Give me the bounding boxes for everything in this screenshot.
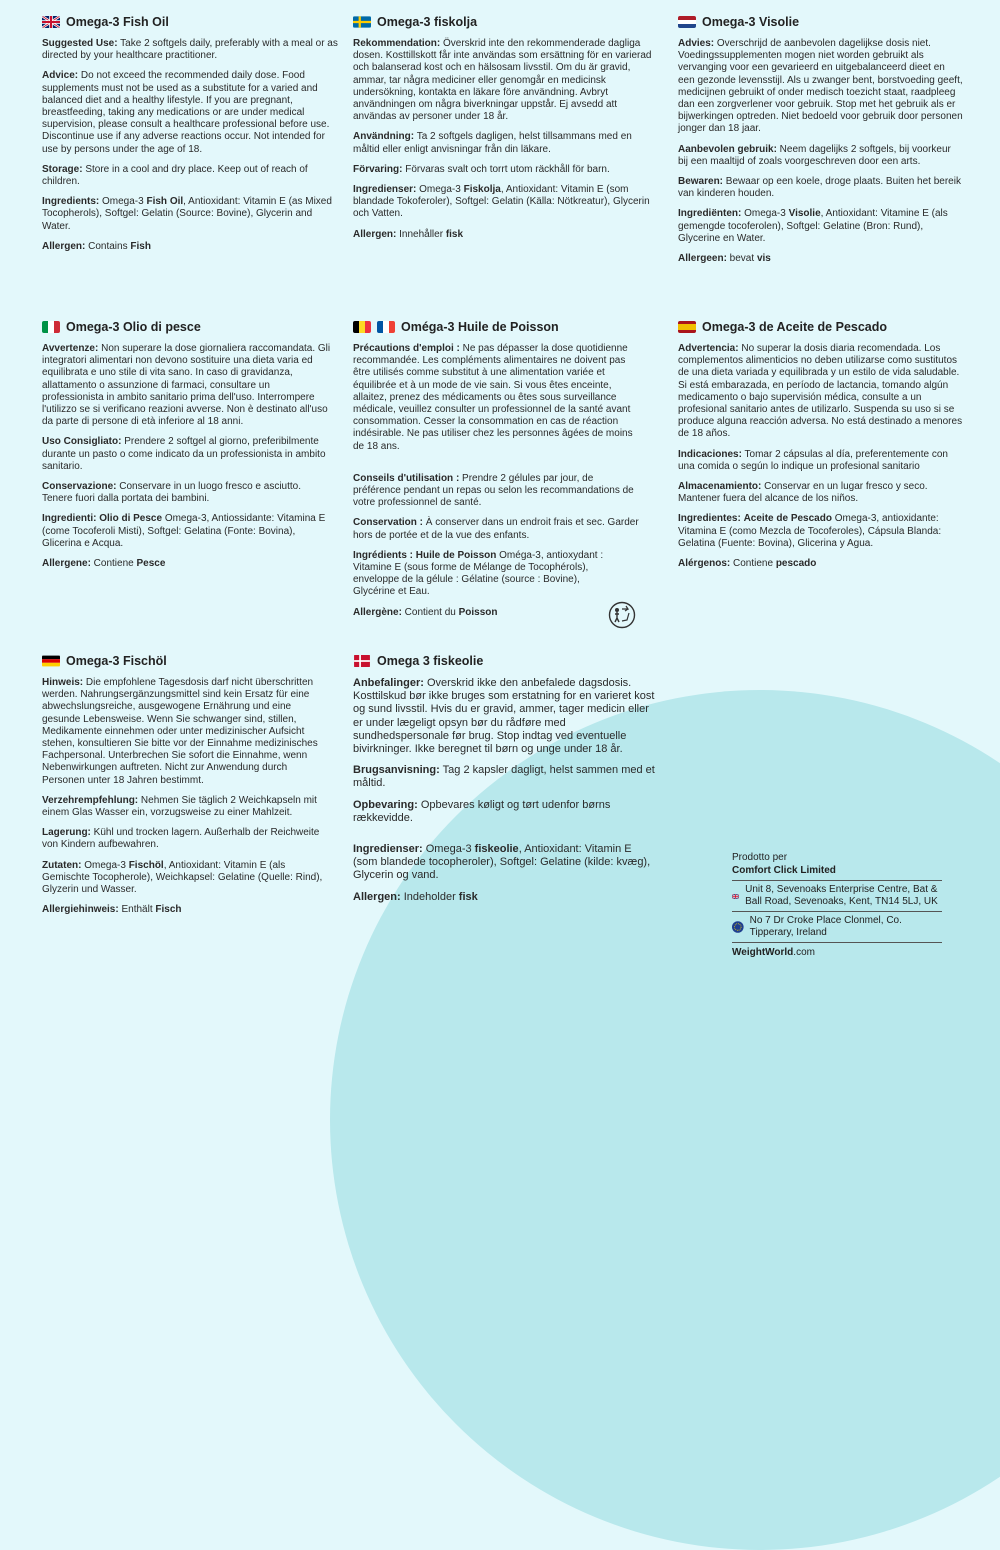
text: Omega-3: [741, 208, 789, 220]
text: Overskrid ikke den anbefalede dagsdosis. Kosttilskud bør ikke bruges som erstatning for en varieret kost og sund livsstil. Hvis du er gravid, ammer, tager medicin eller er under lægeligt opsyn bør du rådføre med sundhedspersonale før brug. Stop indtag ved eventuelle bivirkninger. Ikke beregnet til børn og unge under 18 år.: [353, 677, 655, 756]
highlight: Poisson: [458, 606, 498, 618]
label: Allergen:: [353, 890, 401, 903]
label: Allergene:: [42, 558, 91, 570]
label: Suggested Use:: [42, 38, 118, 49]
warnings: [42, 343, 332, 428]
text: Contiene: [730, 558, 776, 570]
highlight: Aceite de Pescado: [743, 513, 832, 525]
text: Store in a cool and dry place. Keep out of reach of children.: [42, 163, 308, 188]
title-text: Omega-3 fiskolja: [377, 15, 478, 29]
storage: [353, 517, 643, 541]
highlight: Fish: [130, 240, 151, 252]
section-nl: [678, 15, 963, 273]
text: À conserver dans un endroit frais et sec. Garder hors de portée et de la vue des enfants.: [353, 517, 639, 541]
section-title: [42, 654, 332, 668]
ie-address-row: [732, 911, 942, 942]
label: Bewaren:: [678, 176, 724, 188]
uk-address-row: [732, 880, 942, 911]
highlight: fisk: [445, 228, 464, 240]
manufacturer-info: [732, 852, 942, 959]
label: Aanbevolen gebruik:: [678, 143, 777, 155]
italy-flag-icon: [42, 321, 60, 333]
storage: [678, 176, 963, 200]
title-text: Omega-3 Olio di pesce: [66, 320, 201, 334]
germany-flag-icon: [42, 655, 60, 667]
label: Anbefalinger:: [353, 677, 424, 689]
allergen: [353, 607, 643, 619]
usage: [353, 131, 653, 155]
ingredients: [678, 208, 963, 245]
website: [732, 942, 942, 959]
label: Storage:: [42, 163, 83, 175]
text: Contiene: [90, 558, 137, 570]
text: Prendre 2 gélules par jour, de préférence pendant un repas ou selon les recommandations de votre professionnel de santé.: [353, 472, 634, 509]
allergen: [42, 241, 342, 253]
usage-advice: [353, 473, 643, 510]
text: bevat: [726, 253, 757, 265]
text: Ta 2 softgels dagligen, helst tillsammans med en måltid eller enligt anvisningar från din läkare.: [353, 131, 632, 155]
allergen: [353, 229, 653, 241]
label: Uso Consigliato:: [42, 436, 122, 448]
label: Hinweis:: [42, 677, 84, 688]
text: , Antioxidant: Vitamin E (als Gemischte Tocopherole), Weichkapsel: Gelatine (Quelle: Rind), Glyzerin und Wasser.: [42, 859, 323, 896]
section-da: [353, 654, 658, 912]
ingredients: [42, 513, 332, 550]
text: Enthält: [118, 904, 156, 916]
allergen: [42, 904, 332, 916]
label: Verzehrempfehlung:: [42, 794, 139, 806]
company-name: Comfort Click Limited: [732, 865, 836, 876]
label: Användning:: [353, 131, 415, 143]
text: Take 2 softgels daily, preferably with a meal or as directed by your healthcare practitioner.: [42, 38, 338, 62]
text: Omega-3, Antiossidante: Vitamina E (come Tocoferoli Misti), Softgel: Gelatina (Fonte: Bovina), Glicerina e Acqua.: [42, 513, 326, 549]
precautions: [353, 343, 643, 453]
text: Tomar 2 cápsulas al día, preferentemente con una comida o según lo indique un profesional sanitario: [678, 448, 948, 472]
label: Avvertenze:: [42, 343, 99, 354]
recommended-use: [678, 144, 963, 168]
text: Do not exceed the recommended daily dose. Food supplements must not be used as a substitute for a varied and balanced diet and a healthy lifestyle. If you are pregnant, breastfeeding, taking any medications or are under medical supervision, please consult a healthcare professional before use. Discontinue use if any adverse reactions occur. Not intended for use by persons under the age of 18.: [42, 70, 330, 155]
label: Ingredienser:: [353, 184, 417, 196]
highlight: Visolie: [788, 208, 821, 220]
allergen: [678, 253, 963, 265]
label: Almacenamiento:: [678, 481, 762, 493]
title-text: Omega-3 Visolie: [702, 15, 800, 29]
section-fr: [353, 320, 643, 627]
eu-flag-icon: [732, 920, 744, 934]
label: Advice:: [42, 70, 79, 82]
text: Die empfohlene Tagesdosis darf nicht überschritten werden. Nahrungsergänzungsmittel sind kein Ersatz für eine abwechslungsreiche, ausgewogene Ernährung und eine gesunde Lebensweise. Wenn Sie schwanger sind, stillen, Medikamente einnehmen oder unter medizinischer Aufsicht stehen, konsultieren Sie bitte vor der Einnahme medizinisches Fachpersonal. Unterbrechen Sie sofort die Einnahme, wenn Nebenwirkungen auftreten. Nicht zur Anwendung durch Personen unter 18 Jahren bestimmt.: [42, 677, 318, 786]
text: Opbevares køligt og tørt udenfor børns rækkevidde.: [353, 798, 611, 824]
belgium-flag-icon: [353, 321, 371, 333]
label: Ingredienser:: [353, 843, 423, 856]
label: Ingrédients :: [353, 549, 414, 561]
text: , Antioxidant: Vitamin E (as Mixed Tocopherols), Softgel: Gelatin (Source: Bovine), Glycerin and Water.: [42, 196, 332, 232]
allergen: [353, 891, 658, 904]
label: Allergène:: [353, 606, 402, 618]
storage: [42, 481, 332, 505]
storage: [42, 164, 342, 188]
section-de: [42, 654, 332, 924]
allergen: [678, 558, 963, 570]
label: Précautions d'emploi :: [353, 343, 460, 354]
suggested-use: [42, 38, 342, 62]
text: Non superare la dose giornaliera raccomandata. Gli integratori alimentari non devono sostituire una dieta varia ed equilibrata e uno stile di vita sano. In caso di gravidanza, allattamento o assunzione di farmaci, consultare un professionista in ambito sanitario prima dell'uso. Interrompere l'utilizzo se si verificano reazioni avverse. Non è destinato all'uso da parte di persone di età inferiore al 18 anni.: [42, 343, 331, 428]
section-title: [678, 15, 963, 29]
text: Conservare in un luogo fresco e asciutto. Tenere fuori dalla portata dei bambini.: [42, 481, 302, 505]
directions: [353, 764, 658, 790]
highlight: fisk: [458, 890, 478, 903]
ie-address: No 7 Dr Croke Place Clonmel, Co. Tipperary, Ireland: [749, 915, 902, 938]
highlight: Fish Oil: [146, 196, 184, 208]
text: , Antioxidant: Vitamin E (som blandade Tokoferoler), Softgel: Gelatin (Källa: Nötkreatur), Glycerin och Vatten.: [353, 184, 650, 220]
highlight: vis: [756, 253, 771, 265]
label: Conservazione:: [42, 481, 117, 493]
section-es: [678, 320, 963, 578]
text: Nehmen Sie täglich 2 Weichkapseln mit einem Glas Wasser ein, vorzugsweise zu einer Mahlzeit.: [42, 794, 317, 819]
site-domain: .com: [793, 947, 815, 958]
ingredients: [353, 184, 653, 221]
label: Opbevaring:: [353, 798, 418, 811]
netherlands-flag-icon: [678, 16, 696, 28]
highlight: Olio di Pesce: [99, 513, 163, 525]
storage: [42, 827, 332, 851]
title-text: Oméga-3 Huile de Poisson: [401, 320, 559, 334]
storage: [353, 164, 653, 176]
highlight: Pesce: [136, 558, 166, 570]
label: Ingrediënten:: [678, 208, 742, 220]
ingredients: [353, 550, 615, 599]
recommendations: [353, 677, 658, 756]
directions: [678, 449, 963, 473]
label: Lagerung:: [42, 827, 91, 839]
text: Ne pas dépasser la dose quotidienne recommandée. Les compléments alimentaires ne doivent pas être utilisés comme substitut à une alimentation variée et équilibrée et à un mode de vie sain. Si vous êtes enceinte, allaitez, prenez des médicaments ou êtes sous surveillance médicale, veuillez consulter un professionnel de la santé avant consommation. Cesser la consommation en cas de réaction indésirable. Ne pas utiliser chez les personnes âgées de moins de 18 ans.: [353, 343, 633, 452]
allergen: [42, 558, 332, 570]
label: Allergiehinweis:: [42, 904, 119, 916]
label: Conservation :: [353, 517, 424, 529]
text: , Antioxidant: Vitamine E (als gemengde tocoferolen), Softgel: Gelatine (Bron: Rund), Glycerine en Water.: [678, 208, 948, 244]
advice: [678, 38, 963, 136]
suggested-use: [42, 436, 332, 473]
label: Ingredienti:: [42, 513, 97, 525]
title-text: Omega-3 Fischöl: [66, 654, 167, 668]
label: Förvaring:: [353, 163, 403, 175]
label: Rekommendation:: [353, 38, 441, 49]
highlight: Fiskolja: [463, 184, 501, 196]
text: Conservar en un lugar fresco y seco. Mantener fuera del alcance de los niños.: [678, 481, 928, 505]
text: Indeholder: [400, 890, 459, 903]
label: Advertencia:: [678, 343, 739, 354]
triman-recycling-icon: [608, 601, 636, 629]
label: Zutaten:: [42, 859, 82, 871]
text: Prendere 2 softgel al giorno, preferibilmente durante un pasto o come indicato da un professionista in ambito sanitario.: [42, 436, 326, 472]
site-name: WeightWorld: [732, 947, 794, 958]
text: Överskrid inte den rekommenderade dagliga dosen. Kosttillskott får inte användas som ersättning för en varierad och balanserad kost och en hälsosam livsstil. Om du är gravid, ammar, tar några mediciner eller genomgår en medicinsk undersökning, kontakta en läkare före användning. Avbryt användningen om några biverkningar uppstår. Ej avsedd att användas av personer under 18 år.: [353, 38, 652, 123]
text: Omega-3, antioxidante: Vitamina E (como Mezcla de Tocoferoles), Cápsula Blanda: Gelatina (Fuente: Bovina), Glicerina y Agua.: [678, 513, 942, 549]
label: Alérgenos:: [678, 558, 731, 570]
ingredients: [678, 513, 963, 550]
label: Indicaciones:: [678, 448, 742, 460]
text: Omega-3: [416, 184, 464, 196]
ingredients: [42, 860, 332, 897]
text: Kühl und trocken lagern. Außerhalb der Reichweite von Kindern aufbewahren.: [42, 827, 320, 851]
section-sv: [353, 15, 653, 249]
section-title: [353, 320, 643, 334]
storage: [678, 481, 963, 505]
uk-flag-icon: [42, 16, 60, 28]
label: Ingredientes:: [678, 513, 741, 525]
section-title: [678, 320, 963, 334]
highlight: fiskeolie: [474, 843, 519, 856]
text: Omega-3: [422, 843, 475, 856]
text: Omega-3: [81, 859, 129, 871]
text: Förvaras svalt och torrt utom räckhåll för barn.: [402, 163, 610, 175]
section-en: [42, 15, 342, 261]
uk-address: Unit 8, Sevenoaks Enterprise Centre, Bat & Ball Road, Sevenoaks, Kent, TN14 5LJ, UK: [745, 884, 938, 907]
label: Allergen:: [353, 228, 397, 240]
ingredients: [353, 843, 658, 883]
section-title: [42, 15, 342, 29]
advice: [42, 70, 342, 155]
spain-flag-icon: [678, 321, 696, 333]
storage: [353, 799, 658, 825]
title-text: Omega-3 Fish Oil: [66, 15, 169, 29]
label: Advies:: [678, 38, 715, 49]
highlight: Fisch: [155, 904, 182, 916]
text: Contains: [85, 240, 131, 252]
section-it: [42, 320, 332, 578]
label: Conseils d'utilisation :: [353, 472, 460, 484]
ingredients: [42, 196, 342, 233]
text: Neem dagelijks 2 softgels, bij voorkeur bij een maaltijd of zoals voorgeschreven door een arts.: [678, 143, 951, 167]
consumption-recommendation: [42, 795, 332, 819]
highlight: Fischöl: [128, 859, 164, 871]
title-text: Omega 3 fiskeolie: [377, 654, 484, 668]
title-text: Omega-3 de Aceite de Pescado: [702, 320, 888, 334]
text: Innehåller: [396, 228, 446, 240]
notice: [42, 677, 332, 787]
text: Omega-3: [99, 196, 147, 208]
section-title: [42, 320, 332, 334]
text: Contient du: [401, 606, 459, 618]
warning: [678, 343, 963, 441]
uk-flag-icon: [732, 892, 739, 901]
denmark-flag-icon: [353, 655, 371, 667]
highlight: pescado: [775, 558, 817, 570]
highlight: Huile de Poisson: [415, 549, 497, 561]
section-title: [353, 654, 658, 668]
text: Oméga-3, antioxydant : Vitamine E (sous forme de Mélange de Tocophérols), enveloppe de la gélule : Gélatine (source : Bovine), Glycérine et Eau.: [353, 549, 604, 598]
label: Ingredients:: [42, 196, 100, 208]
label: Brugsanvisning:: [353, 764, 440, 777]
text: Bewaar op een koele, droge plaats. Buiten het bereik van kinderen houden.: [678, 176, 961, 200]
label: Allergen:: [42, 240, 86, 252]
made-by-label: Prodotto per: [732, 852, 788, 863]
sweden-flag-icon: [353, 16, 371, 28]
section-title: [353, 15, 653, 29]
text: No superar la dosis diaria recomendada. Los complementos alimenticios no deben utilizarse como sustitutos de una dieta variada y equilibrada y un estilo de vida saludable. Si está embarazada, en período de lactancia, tomando algún medicamento o bajo supervisión médica, consulte a un profesional sanitario antes de utilizarlo. Suspenda su uso si se produce alguna reacción adversa. No está destinado a menores de 18 años.: [678, 343, 963, 440]
recommendation: [353, 38, 653, 123]
text: Overschrijd de aanbevolen dagelijkse dosis niet. Voedingssupplementen mogen niet worden gebruikt als vervanging voor een gevarieerd en uitgebalanceerd dieet en een gezonde levensstijl. Als u zwanger bent, borstvoeding geeft, medicijnen gebruikt of onder medisch toezicht staat, raadpleeg dan een zorgverlener voor gebruik. Stop met het gebruik als er bijwerkingen optreden. Niet bedoeld voor gebruik door personen jonger dan 18 jaar.: [678, 38, 963, 135]
text: , Antioxidant: Vitamin E (som blandede tocopheroler), Softgel: Gelatine (kilde: kvæg), Glycerin og vand.: [353, 843, 651, 882]
france-flag-icon: [377, 321, 395, 333]
label: Allergeen:: [678, 253, 727, 265]
text: Tag 2 kapsler dagligt, helst sammen med et måltid.: [353, 764, 655, 790]
